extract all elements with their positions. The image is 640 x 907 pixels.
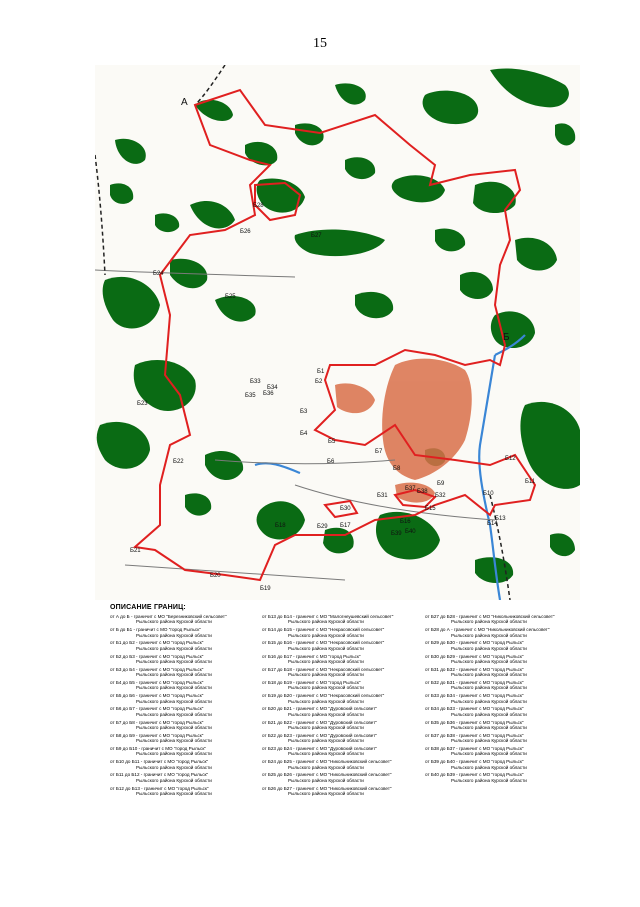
legend-entry	[110, 720, 275, 731]
legend-entry-sub: Рыльского района Курской области	[288, 777, 364, 783]
label-b24: Б24	[153, 271, 164, 277]
legend-entry-text: от Б15 до Б16 - граничит с МО "Некрасовский сельсовет"	[262, 640, 385, 646]
legend-entry-sub: Рыльского района Курской области	[451, 777, 527, 783]
legend-entry	[262, 786, 427, 797]
legend-entry-text: от Б9 до Б10 - граничит с МО "город Рыльск"	[110, 746, 206, 752]
label-b36: Б36	[263, 391, 274, 397]
legend-entry	[110, 759, 275, 770]
legend-entry-sub: Рыльского района Курской области	[136, 764, 212, 770]
label-b29: Б29	[317, 524, 328, 530]
legend-entry-text: от Б26 до Б27 - граничит с МО "Никольниковский сельсовет"	[262, 785, 392, 791]
label-b22: Б22	[173, 459, 184, 465]
legend-entry-text: от Б25 до Б26 - граничит с МО "Никольниковский сельсовет"	[262, 772, 392, 778]
label-b40: Б40	[405, 529, 416, 535]
label-b33: Б33	[250, 379, 261, 385]
label-b17: Б17	[340, 523, 351, 529]
legend-entry-sub: Рыльского района Курской области	[451, 764, 527, 770]
legend-entry	[425, 654, 590, 665]
label-b19: Б19	[260, 586, 271, 592]
legend-entry-text: от Б35 до Б36 - граничит с МО "город Рыльск"	[425, 719, 524, 725]
label-b34: Б34	[267, 385, 278, 391]
legend-entry	[262, 654, 427, 665]
legend-entry-sub: Рыльского района Курской области	[136, 791, 212, 797]
label-b14: Б14	[487, 521, 498, 527]
legend-entry	[425, 680, 590, 691]
label-b25: Б25	[225, 294, 236, 300]
legend-entry-sub: Рыльского района Курской области	[136, 777, 212, 783]
legend-entry-text: от Б16 до Б17 - граничит с МО "город Рыльск"	[262, 653, 361, 659]
legend-entry-text: от Б19 до Б20 - граничит с МО "Некрасовский сельсовет"	[262, 693, 385, 699]
legend-entry	[110, 614, 275, 625]
label-b1: Б1	[317, 369, 325, 375]
label-point-b: Б	[503, 332, 510, 343]
label-b2: Б2	[315, 379, 323, 385]
legend-entry	[110, 680, 275, 691]
label-b4: Б4	[300, 431, 308, 437]
legend-entry-sub: Рыльского района Курской области	[136, 645, 212, 651]
legend-entry	[425, 733, 590, 744]
legend-entry-sub: Рыльского района Курской области	[451, 711, 527, 717]
legend-entry	[262, 667, 427, 678]
label-b16: Б16	[400, 519, 411, 525]
legend-entry-sub: Рыльского района Курской области	[288, 791, 364, 797]
map-labels	[130, 97, 536, 592]
legend-entry-text: от Б30 до Б29 - граничит с МО "город Рыльск"	[425, 653, 524, 659]
label-point-a: А	[181, 97, 188, 108]
label-b27: Б27	[311, 233, 322, 239]
urban-area	[335, 359, 472, 503]
legend-title: ОПИСАНИЕ ГРАНИЦ:	[110, 604, 186, 611]
legend-entry	[425, 759, 590, 770]
label-b15: Б15	[425, 506, 436, 512]
legend-entry-text: от А до Б - граничит с МО "Березниковский сельсовет"	[110, 614, 227, 619]
legend-entry-sub: Рыльского района Курской области	[288, 659, 364, 665]
label-b38: Б38	[417, 489, 428, 495]
legend-entry	[110, 640, 275, 651]
legend-entry	[262, 680, 427, 691]
legend-column-2	[262, 614, 427, 799]
legend-entry-text: от Б8 до Б9 - граничит с МО "город Рыльск"	[110, 732, 204, 738]
legend-entry	[110, 706, 275, 717]
label-b7: Б7	[375, 449, 383, 455]
legend-entry-sub: Рыльского района Курской области	[451, 751, 527, 757]
legend-entry	[425, 627, 590, 638]
legend-entry-sub: Рыльского района Курской области	[136, 632, 212, 638]
legend-entry	[425, 667, 590, 678]
legend-entry	[262, 759, 427, 770]
legend-entry-sub: Рыльского района Курской области	[288, 672, 364, 678]
boundary-map	[95, 65, 580, 600]
legend-entry	[262, 746, 427, 757]
label-b37: Б37	[405, 486, 416, 492]
legend-entry-text: от Б29 до Б30 - граничит с МО "город Рыльск"	[425, 640, 524, 646]
legend-entry-text: от Б31 до Б32 - граничит с МО "город Рыльск"	[425, 666, 524, 672]
legend-entry-sub: Рыльского района Курской области	[451, 738, 527, 744]
legend-entry	[110, 746, 275, 757]
label-b13: Б13	[495, 516, 506, 522]
label-b35: Б35	[245, 393, 256, 399]
legend-entry-text: от Б4 до Б5 - граничит с МО "город Рыльск"	[110, 680, 204, 686]
legend-entry-sub: Рыльского района Курской области	[136, 725, 212, 731]
legend-entry	[110, 627, 275, 638]
legend-entry-text: от Б3 до Б4 - граничит с МО "город Рыльск"	[110, 666, 204, 672]
label-b3: Б3	[300, 409, 308, 415]
legend-entry-sub: Рыльского района Курской области	[288, 764, 364, 770]
label-b32: Б32	[435, 493, 446, 499]
legend-entry-sub: Рыльского района Курской области	[136, 619, 212, 625]
label-b11: Б11	[525, 479, 536, 485]
legend-entry-text: от Б37 до Б38 - граничит с МО "город Рыльск"	[425, 732, 524, 738]
legend-entry-sub: Рыльского района Курской области	[451, 645, 527, 651]
legend-entry	[262, 706, 427, 717]
legend-entry-sub: Рыльского района Курской области	[136, 659, 212, 665]
map-canvas	[95, 65, 580, 600]
legend-entry-text: от Б28 до А - граничит с МО "Никольниковский сельсовет"	[425, 627, 550, 633]
legend-entry-text: от Б17 до Б18 - граничит с МО "Некрасовский сельсовет"	[262, 666, 385, 672]
legend-entry	[262, 733, 427, 744]
legend-entry-sub: Рыльского района Курской области	[451, 619, 527, 625]
legend-entry-sub: Рыльского района Курской области	[136, 711, 212, 717]
legend-entry-text: от Б12 до Б13 - граничит с МО "город Рыльск"	[110, 785, 209, 791]
label-b12: Б12	[505, 456, 516, 462]
legend-entry	[110, 693, 275, 704]
legend-entry	[110, 772, 275, 783]
legend-entry-sub: Рыльского района Курской области	[288, 698, 364, 704]
legend-entry-text: от Б11 до Б12 - граничит с МО "город Рыльск"	[110, 772, 209, 778]
legend-entry-text: от Б38 до Б37 - граничит с МО "город Рыльск"	[425, 746, 524, 752]
legend-entry-text: от Б6 до Б7 - граничит с МО "город Рыльск"	[110, 706, 204, 712]
legend-entry-text: от Б5 до Б6 - граничит с МО "город Рыльск"	[110, 693, 204, 699]
legend-entry	[262, 627, 427, 638]
label-b30: Б30	[340, 506, 351, 512]
legend-entry-text: от Б23 до Б24 - граничит с МО "Дуровский сельсовет"	[262, 746, 377, 752]
label-b6: Б6	[327, 459, 335, 465]
legend-entry	[262, 772, 427, 783]
label-b5: Б5	[328, 439, 336, 445]
legend-entry-sub: Рыльского района Курской области	[451, 659, 527, 665]
legend-entry-sub: Рыльского района Курской области	[136, 751, 212, 757]
legend-entry-sub: Рыльского района Курской области	[288, 738, 364, 744]
page-number: 15	[313, 36, 327, 51]
label-b21: Б21	[130, 548, 141, 554]
legend-entry	[110, 786, 275, 797]
legend-entry-sub: Рыльского района Курской области	[136, 698, 212, 704]
legend-entry	[425, 640, 590, 651]
legend-entry-text: от Б до Б1 - граничит с МО "город Рыльск"	[110, 627, 201, 633]
label-b39: Б39	[391, 531, 402, 537]
legend-entry-text: от Б32 до Б31 - граничит с МО "город Рыльск"	[425, 680, 524, 686]
legend-entry	[110, 667, 275, 678]
legend-entry-text: от Б20 до Б21 - граничит с МО "Дуровский сельсовет"	[262, 706, 377, 712]
legend-entry-text: от Б10 до Б11 - граничит с МО "город Рыльск"	[110, 759, 209, 765]
legend-entry-sub: Рыльского района Курской области	[136, 738, 212, 744]
legend-entry	[262, 640, 427, 651]
legend-entry	[425, 614, 590, 625]
label-b18: Б18	[275, 523, 286, 529]
legend-entry	[110, 733, 275, 744]
label-b31: Б31	[377, 493, 388, 499]
legend-entry-text: от Б14 до Б15 - граничит с МО "Некрасовский сельсовет"	[262, 627, 385, 633]
legend-entry-sub: Рыльского района Курской области	[288, 645, 364, 651]
legend-entry-text: от Б27 до Б28 - граничит с МО "Никольниковский сельсовет"	[425, 614, 555, 619]
legend-entry-text: от Б13 до Б14 - граничит с МО "Малогнеушевский сельсовет"	[262, 614, 394, 619]
label-b8: Б8	[393, 466, 401, 472]
legend-column-3	[425, 614, 590, 786]
legend-entry-text: от Б22 до Б23 - граничит с МО "Дуровский сельсовет"	[262, 732, 377, 738]
legend-entry	[262, 614, 427, 625]
legend-entry	[425, 720, 590, 731]
legend-entry-sub: Рыльского района Курской области	[288, 751, 364, 757]
legend-entry-text: от Б2 до Б3 - граничит с МО "город Рыльск"	[110, 653, 204, 659]
label-b26: Б26	[240, 229, 251, 235]
label-b10: Б10	[483, 491, 494, 497]
legend-entry-text: от Б7 до Б8 - граничит с МО "город Рыльск"	[110, 719, 204, 725]
legend-entry	[425, 772, 590, 783]
legend-entry-text: от Б33 до Б34 - граничит с МО "город Рыльск"	[425, 693, 524, 699]
legend-entry-text: от Б18 до Б19 - граничит с МО "город Рыльск"	[262, 680, 361, 686]
legend-entry-text: от Б1 до Б2 - граничит с МО "город Рыльск"	[110, 640, 204, 646]
legend-entry-text: от Б34 до Б33 - граничит с МО "город Рыльск"	[425, 706, 524, 712]
legend-entry-sub: Рыльского района Курской области	[288, 632, 364, 638]
legend-entry-sub: Рыльского района Курской области	[451, 672, 527, 678]
legend-entry	[262, 693, 427, 704]
legend-entry	[425, 693, 590, 704]
legend-entry-sub: Рыльского района Курской области	[288, 619, 364, 625]
legend-entry-sub: Рыльского района Курской области	[288, 725, 364, 731]
legend-entry	[262, 720, 427, 731]
legend-entry-sub: Рыльского района Курской области	[451, 698, 527, 704]
legend-entry-sub: Рыльского района Курской области	[288, 685, 364, 691]
label-b23: Б23	[137, 401, 148, 407]
label-b9: Б9	[437, 481, 445, 487]
legend-entry-sub: Рыльского района Курской области	[136, 672, 212, 678]
legend-entry-text: от Б21 до Б22 - граничит с МО "Дуровский сельсовет"	[262, 719, 377, 725]
legend-entry-text: от Б39 до Б40 - граничит с МО "город Рыльск"	[425, 759, 524, 765]
legend-entry-sub: Рыльского района Курской области	[136, 685, 212, 691]
legend-entry-sub: Рыльского района Курской области	[451, 632, 527, 638]
legend-entry	[425, 746, 590, 757]
label-b28: Б28	[253, 203, 264, 209]
legend-entry-sub: Рыльского района Курской области	[288, 711, 364, 717]
legend-entry	[110, 654, 275, 665]
legend-entry-text: от Б40 до Б39 - граничит с МО "город Рыльск"	[425, 772, 524, 778]
legend-entry	[425, 706, 590, 717]
legend-column-1	[110, 614, 275, 799]
legend-entry-text: от Б24 до Б25 - граничит с МО "Никольниковский сельсовет"	[262, 759, 392, 765]
legend-entry-sub: Рыльского района Курской области	[451, 685, 527, 691]
label-b20: Б20	[210, 573, 221, 579]
legend-entry-sub: Рыльского района Курской области	[451, 725, 527, 731]
